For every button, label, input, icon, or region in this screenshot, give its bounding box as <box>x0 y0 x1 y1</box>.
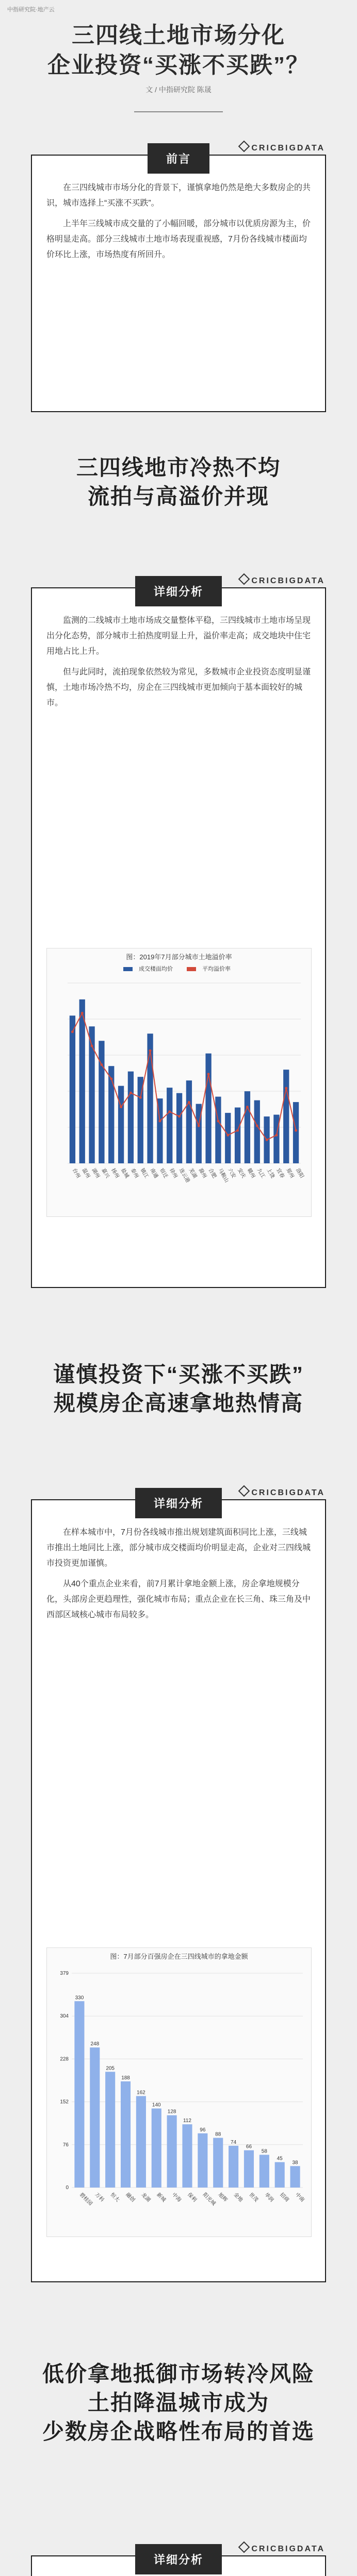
line-point <box>198 1125 200 1127</box>
line-point <box>226 1134 229 1137</box>
y-tick-label: 379 <box>60 1971 69 1976</box>
x-tick-label: 郑州 <box>285 1167 295 1179</box>
x-tick-label: 南通 <box>149 1167 159 1179</box>
bar <box>128 1072 134 1163</box>
line-point <box>217 1120 219 1122</box>
line-point <box>110 1077 112 1080</box>
bar <box>229 2146 238 2188</box>
x-tick-label: 洛阳 <box>294 1167 305 1179</box>
line-point <box>236 1129 239 1132</box>
bar-value-label: 128 <box>167 2109 176 2115</box>
y-tick-label: 76 <box>62 2142 69 2148</box>
bar-value-label: 58 <box>261 2148 267 2155</box>
line-point <box>158 1120 161 1122</box>
bar <box>167 1088 172 1163</box>
bar <box>79 999 85 1163</box>
bar <box>225 1113 231 1163</box>
section3-title-line2: 土拍降温城市成为 <box>87 2391 269 2415</box>
x-tick-label: 芜湖 <box>187 1167 198 1179</box>
y-tick-label: 0 <box>66 2185 69 2191</box>
intro-content <box>32 156 325 280</box>
brand-logo: CRICBIGDATA <box>240 142 325 153</box>
x-tick-label: 合肥 <box>207 1167 218 1179</box>
line-point <box>91 1045 93 1047</box>
section2-paragraph-2: 从40个重点企业来看，前7月累计拿地金额上涨，房企拿地规模分化，头部房企更趋理性，强化城市布局；重点企业在长三角、珠三角及中西部区域核心城市布局较多。 <box>46 1580 311 1619</box>
brand-mark-icon <box>238 573 250 585</box>
x-tick-label: 宿迁 <box>158 1167 169 1179</box>
x-tick-label: 龙湖 <box>140 2192 152 2204</box>
x-tick-label: 新城 <box>155 2192 167 2204</box>
line-point <box>246 1106 249 1108</box>
intro-card <box>31 144 326 412</box>
bar <box>293 1102 299 1163</box>
bar <box>70 1015 75 1163</box>
x-tick-label: 湖州 <box>90 1167 101 1179</box>
x-tick-label: 华润 <box>263 2192 275 2204</box>
bar <box>176 1093 182 1163</box>
bar-value-label: 330 <box>75 1995 84 2001</box>
bar <box>244 2150 254 2188</box>
bar <box>121 2081 131 2188</box>
line-point <box>100 1063 103 1066</box>
section1-chart-legend: 成交楼面均价 平均溢价率 <box>47 964 311 973</box>
section2-tag: 详细分析 <box>135 1488 222 1518</box>
x-tick-label: 滁州 <box>197 1167 208 1179</box>
section1-title <box>0 453 357 511</box>
section3-title-line1: 低价拿地抵御市场转冷风险 <box>42 2362 315 2386</box>
x-tick-label: 金地 <box>232 2192 244 2204</box>
line-point <box>266 1139 268 1141</box>
x-tick-label: 扬州 <box>110 1167 120 1179</box>
hero-title-line2: 企业投资“买涨不买跌”？ <box>47 53 310 78</box>
x-tick-label: 嘉兴 <box>100 1167 110 1179</box>
bar <box>182 2124 192 2188</box>
line-point <box>207 1073 210 1075</box>
bar-value-label: 248 <box>90 2041 100 2047</box>
bar <box>259 2155 269 2188</box>
section1-content <box>32 588 325 728</box>
section1-paragraph-2: 但与此同时，流拍现象依然较为常见，多数城市企业投资态度明显谨慎，土地市场冷热不均，房企在三四线城市更加倾向于基本面较好的城市。 <box>46 668 311 707</box>
bar <box>105 2072 115 2188</box>
x-tick-label: 招商 <box>279 2192 290 2204</box>
x-tick-label: 世茂 <box>248 2192 259 2204</box>
x-tick-label: 六安 <box>226 1167 237 1179</box>
line-point <box>139 1096 142 1099</box>
bar-value-label: 38 <box>292 2160 298 2166</box>
x-tick-label: 台州 <box>71 1167 82 1179</box>
x-tick-label: 连云港 <box>177 1167 191 1184</box>
section2-paragraph-1: 在样本城市中，7月份各线城市推出规划建筑面积同比上涨，三线城市推出土地同比上涨，部分城市成交楼面均价明显走高，企业对三四线城市投资更加谨慎。 <box>46 1528 311 1568</box>
intro-tag: 前言 <box>148 143 209 174</box>
hero-subtitle: 文 / 中指研究院 陈晟 <box>145 86 212 94</box>
x-tick-label: 温州 <box>80 1167 91 1179</box>
bar <box>235 1108 240 1163</box>
section3-card <box>31 2545 326 2576</box>
bar-value-label: 140 <box>152 2102 161 2108</box>
series-line <box>72 1013 296 1140</box>
brand-logo-4: CRICBIGDATA <box>240 2543 325 2554</box>
x-tick-label: 融创 <box>124 2192 136 2204</box>
top-note: 中指研究院·地产云 <box>7 7 55 13</box>
line-point <box>149 1049 152 1052</box>
x-tick-label: 泰州 <box>129 1167 140 1179</box>
y-tick-label: 304 <box>60 2013 69 2020</box>
section3-tag: 详细分析 <box>135 2544 222 2574</box>
line-point <box>285 1087 287 1090</box>
brand-mark-icon <box>238 2541 250 2553</box>
brand-logo-3: CRICBIGDATA <box>240 1487 325 1498</box>
bar <box>215 1097 221 1163</box>
x-tick-label: 碧桂园 <box>78 2192 93 2207</box>
bar <box>213 2138 223 2188</box>
bar <box>118 1086 124 1163</box>
bar <box>74 2001 84 2188</box>
bar <box>290 2166 300 2188</box>
section2-content <box>32 1500 325 1640</box>
line-point <box>168 1110 171 1113</box>
x-tick-label: 盐城 <box>119 1167 130 1179</box>
section3-title-line3: 少数房企战略性布局的首选 <box>42 2419 315 2444</box>
bar <box>99 1041 104 1163</box>
section1-chart <box>46 948 312 1217</box>
x-tick-label: 上饶 <box>265 1167 276 1179</box>
x-tick-label: 安庆 <box>236 1167 247 1179</box>
line-point <box>178 1115 181 1117</box>
bar <box>136 2096 146 2188</box>
x-tick-label: 赣州 <box>246 1167 256 1179</box>
section2-chart-svg <box>47 1961 311 2229</box>
section1-paragraph-1: 监测的二线城市土地市场成交量整体平稳，三四线城市土地市场呈现出分化态势，部分城市土拍热度明显上升，溢价率走高；成交地块中住宅用地占比上升。 <box>46 616 311 656</box>
bar-value-label: 45 <box>277 2156 283 2162</box>
y-tick-label: 152 <box>60 2099 69 2105</box>
bar <box>283 1070 289 1163</box>
x-tick-label: 旭辉 <box>217 2192 229 2204</box>
x-tick-label: 徐州 <box>168 1167 178 1179</box>
section1-tag: 详细分析 <box>135 576 222 606</box>
brand-mark-icon <box>238 141 250 152</box>
bar <box>167 2115 177 2188</box>
hero-divider <box>134 111 223 112</box>
bar-value-label: 96 <box>200 2127 206 2133</box>
bar <box>254 1100 260 1163</box>
section2-title-line2: 规模房企高速拿地热情高 <box>53 1391 303 1415</box>
section1-chart-svg <box>47 973 311 1199</box>
bar <box>273 1115 279 1163</box>
line-point <box>71 1030 74 1033</box>
line-point <box>256 1125 258 1127</box>
x-tick-label: 马鞍山 <box>217 1167 230 1184</box>
bar <box>152 2109 161 2188</box>
hero <box>0 21 357 95</box>
bar-value-label: 74 <box>231 2139 237 2145</box>
line-point <box>129 1092 132 1094</box>
bar-value-label: 162 <box>137 2090 145 2096</box>
section2-chart <box>46 1947 312 2237</box>
bar-value-label: 88 <box>215 2131 221 2138</box>
brand-logo-2: CRICBIGDATA <box>240 575 325 586</box>
section1-title-line1: 三四线地市冷热不均 <box>76 455 281 480</box>
brand-mark-icon <box>238 1485 250 1497</box>
hero-title-line1: 三四线土地市场分化 <box>72 23 285 48</box>
bar-value-label: 112 <box>183 2118 191 2124</box>
line-point <box>120 1106 122 1108</box>
x-tick-label: 恒大 <box>109 2192 121 2204</box>
bar <box>245 1091 250 1163</box>
bar-value-label: 66 <box>246 2144 252 2150</box>
bar <box>108 1066 114 1163</box>
section2-chart-title: 图：7月部分百强房企在三四线城市的拿地金额 <box>110 1953 248 1960</box>
intro-paragraph-1: 在三四线城市市场分化的背景下，谨慎拿地仍然是绝大多数房企的共识，城市选择上“买涨不买跌”。 <box>46 183 311 208</box>
y-tick-label: 228 <box>60 2056 69 2062</box>
x-tick-label: 九江 <box>255 1167 266 1179</box>
bar <box>198 2133 207 2188</box>
x-tick-label: 万科 <box>93 2192 105 2204</box>
x-tick-label: 中海 <box>171 2192 182 2204</box>
section1-chart-title: 图：2019年7月部分城市土地溢价率 <box>126 953 232 961</box>
section2-title <box>0 1360 357 1418</box>
x-tick-label: 保利 <box>186 2192 198 2204</box>
section1-title-line2: 流拍与高溢价并现 <box>87 484 269 509</box>
line-point <box>81 1012 84 1014</box>
line-point <box>295 1129 297 1132</box>
bar-value-label: 188 <box>121 2075 130 2081</box>
bar <box>90 2047 100 2188</box>
x-tick-label: 镇江 <box>139 1167 150 1179</box>
x-tick-label: 中南 <box>294 2192 305 2204</box>
intro-paragraph-2: 上半年三线城市成交量的了小幅回暖，部分城市以优质房源为主，价格明显走高。部分三线城市土地市场表现重视感，7月份各线城市楼面均价环比上涨，市场热度有所回升。 <box>46 219 311 259</box>
bar <box>186 1080 192 1163</box>
bar-value-label: 205 <box>106 2065 115 2072</box>
bar <box>205 1054 211 1163</box>
line-point <box>188 1101 190 1104</box>
section3-title <box>0 2360 357 2446</box>
line-point <box>275 1134 278 1137</box>
x-tick-label: 宜春 <box>275 1167 285 1179</box>
bar <box>275 2162 285 2188</box>
x-tick-label: 阳光城 <box>201 2192 217 2207</box>
section2-title-line1: 谨慎投资下“买涨不买跌” <box>53 1362 304 1386</box>
